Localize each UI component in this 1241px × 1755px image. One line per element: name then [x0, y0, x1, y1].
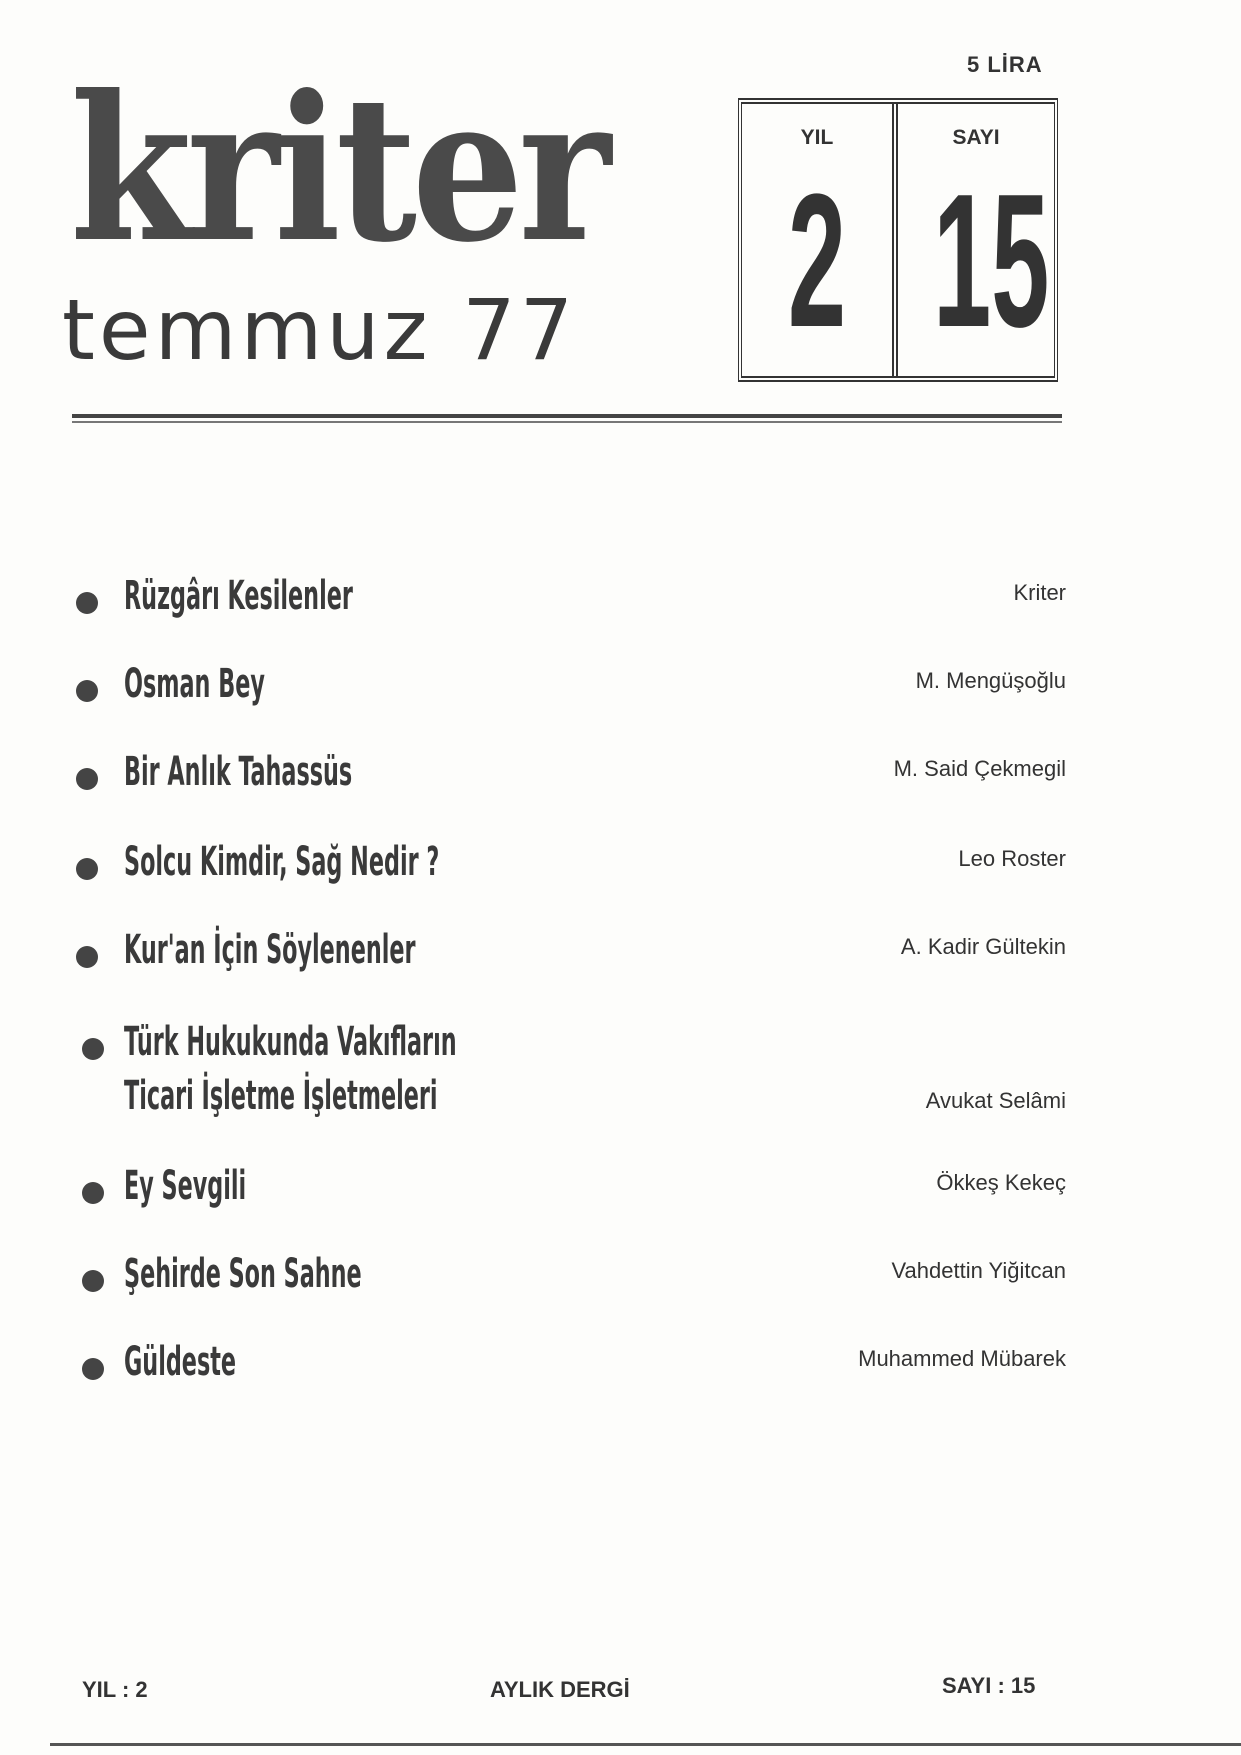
footer-issue: SAYI : 15 [942, 1673, 1036, 1698]
toc-author: M. Said Çekmegil [893, 756, 1066, 781]
bullet-icon [76, 946, 98, 968]
bullet-icon [82, 1270, 104, 1292]
bullet-icon [76, 680, 98, 702]
toc-author: Vahdettin Yiğitcan [891, 1258, 1066, 1283]
issue-cell [898, 104, 1054, 376]
toc-title: Ey Sevgili [124, 1163, 247, 1209]
magazine-logo: kriter [70, 52, 606, 287]
toc-title: Şehirde Son Sahne [124, 1251, 362, 1297]
issue-box [738, 98, 1058, 382]
toc-title: Rüzgârı Kesilenler [124, 573, 353, 619]
bullet-icon [82, 1038, 104, 1060]
issue-label: SAYI [952, 126, 1000, 149]
toc-title: Kur'an İçin Söylenenler [124, 927, 416, 973]
footer-title: AYLIK DERGİ [490, 1677, 630, 1702]
toc-author: A. Kadir Gültekin [900, 934, 1066, 959]
toc-author: Muhammed Mübarek [858, 1346, 1066, 1371]
issue-date: temmuz 77 [62, 281, 578, 379]
toc-title-line2: Ticari İşletme İşletmeleri [124, 1073, 438, 1119]
toc-title: Türk Hukukunda Vakıfların [124, 1019, 457, 1065]
header-rule [72, 414, 1062, 418]
price-label: 5 LİRA [967, 52, 1043, 77]
toc-author: Kriter [1013, 580, 1066, 605]
toc-title: Osman Bey [124, 661, 265, 707]
year-value: 2 [787, 155, 847, 367]
year-cell [742, 104, 898, 376]
toc-title: Güldeste [124, 1339, 237, 1385]
toc-author: Leo Roster [958, 846, 1066, 871]
year-label: YIL [800, 126, 834, 149]
bullet-icon [82, 1358, 104, 1380]
header-rule-thin [72, 421, 1062, 423]
footer-year: YIL : 2 [82, 1677, 148, 1702]
toc-title: Solcu Kimdir, Sağ Nedir ? [124, 839, 440, 885]
bullet-icon [76, 592, 98, 614]
issue-value: 15 [933, 155, 1050, 367]
bullet-icon [82, 1182, 104, 1204]
toc-title: Bir Anlık Tahassüs [124, 749, 353, 795]
toc-author: M. Mengüşoğlu [915, 668, 1066, 693]
toc-author: Avukat Selâmi [925, 1088, 1066, 1113]
bullet-icon [76, 858, 98, 880]
footer-rule [50, 1743, 1241, 1746]
bullet-icon [76, 768, 98, 790]
toc-author: Ökkeş Kekeç [936, 1170, 1066, 1195]
